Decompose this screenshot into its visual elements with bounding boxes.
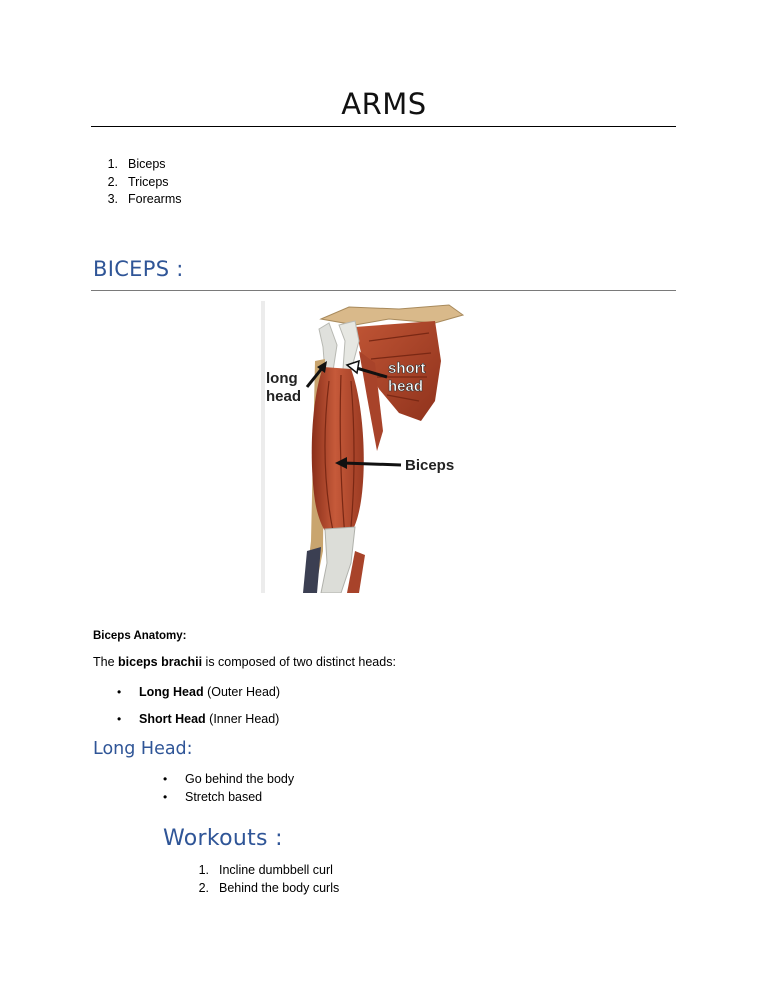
workout-item-label: Behind the body curls: [219, 881, 340, 895]
toc-item-biceps: [92, 156, 181, 174]
table-of-contents: [92, 156, 181, 209]
toc-item-forearms: [92, 191, 181, 209]
toc-item-label: Forearms: [128, 192, 182, 206]
biceps-intro-paragraph: [93, 655, 396, 669]
figure-edge-shadow: [261, 301, 265, 593]
head-note: (Outer Head): [203, 685, 281, 699]
label-biceps: Biceps: [405, 457, 455, 474]
long-head-heading: Long Head:: [93, 739, 193, 759]
intro-bold-term: biceps brachii: [118, 655, 203, 669]
toc-item-number: 1.: [107, 157, 118, 171]
workout-item-behind-body-curl: [193, 879, 339, 897]
head-name: Short Head: [139, 712, 206, 726]
intro-prefix: The: [93, 655, 119, 669]
workout-item-incline-curl: [193, 861, 339, 879]
biceps-anatomy-illustration: [259, 301, 470, 593]
biceps-arrow: [343, 463, 401, 465]
biceps-section-heading: BICEPS :: [93, 257, 184, 281]
toc-item-label: Biceps: [128, 157, 166, 171]
biceps-anatomy-svg: [259, 301, 470, 593]
page-title: ARMS: [341, 87, 427, 121]
label-short-head-line1: short: [388, 360, 426, 377]
list-item: • Stretch based: [163, 788, 294, 806]
workouts-heading: Workouts :: [163, 826, 283, 851]
list-item-short-head: [117, 712, 280, 726]
toc-item-label: Triceps: [128, 174, 169, 189]
head-name: Long Head: [139, 685, 204, 699]
workouts-list: [193, 861, 339, 897]
workout-item-number: 1.: [198, 863, 209, 877]
toc-item-number: 2.: [107, 174, 118, 189]
biceps-anatomy-title: Biceps Anatomy:: [93, 630, 187, 642]
long-head-notes-list: [163, 770, 294, 806]
biceps-heads-list: [117, 685, 280, 739]
title-divider: [91, 126, 676, 127]
biceps-muscle-belly-shape: [312, 367, 364, 543]
label-long-head-line1: long: [266, 370, 298, 387]
intro-suffix: is composed of two distinct heads:: [202, 655, 396, 669]
biceps-section-divider: [91, 290, 676, 291]
workout-item-number: 2.: [198, 881, 209, 895]
label-short-head-line2: head: [388, 378, 424, 395]
workout-item-label: Incline dumbbell curl: [219, 863, 333, 877]
head-note: (Inner Head): [205, 712, 280, 726]
list-item-long-head: [117, 685, 280, 699]
list-item: • Go behind the body: [163, 770, 294, 788]
label-long-head-line2: head: [266, 388, 302, 405]
toc-item-triceps: [92, 174, 181, 192]
toc-item-number: 3.: [107, 192, 118, 206]
